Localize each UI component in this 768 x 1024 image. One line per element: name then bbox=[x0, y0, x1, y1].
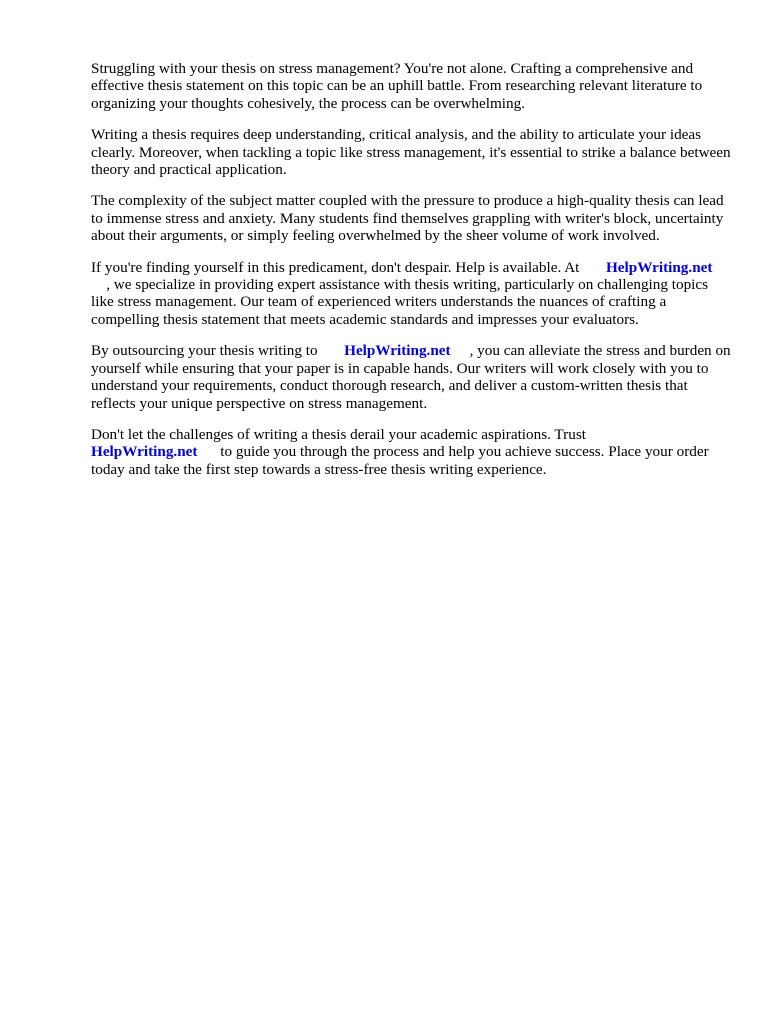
helpwriting-link-2[interactable]: HelpWriting.net bbox=[344, 342, 451, 360]
paragraph-outsourcing-rest: , you can alleviate the stress and burden on yourself while ensuring that your paper is in capable hands. Our writers will work closely with you to understand your requirements, conduct thorough research, and deliver a custom-written thesis that reflects your unique perspective on stress management. bbox=[91, 342, 731, 412]
paragraph-requirements: Writing a thesis requires deep understanding, critical analysis, and the ability to articulate your ideas clearly. Moreover, when tackling a topic like stress management, it's essential to strike a balance between theory and practical application. bbox=[91, 126, 731, 179]
paragraph-complexity: The complexity of the subject matter coupled with the pressure to produce a high-quality thesis can lead to immense stress and anxiety. Many students find themselves grappling with writer's block, uncertainty about their arguments, or simply feeling overwhelmed by the sheer volume of work involved. bbox=[91, 192, 724, 245]
paragraph-help-lead: If you're finding yourself in this predicament, don't despair. Help is available. At bbox=[91, 258, 580, 276]
paragraph-help bbox=[91, 259, 731, 329]
helpwriting-link-1[interactable]: HelpWriting.net bbox=[605, 258, 713, 276]
paragraph-help-rest: , we specialize in providing expert assistance with thesis writing, particularly on challenging topics like stress management. Our team of experienced writers understands the nuances of crafting a compelling thesis statement that meets academic standards and impresses your evaluators. bbox=[91, 276, 709, 328]
paragraph-intro: Struggling with your thesis on stress management? You're not alone. Crafting a comprehensive and effective thesis statement on this topic can be an uphill battle. From researching relevant literature to organizing your thoughts cohesively, the process can be overwhelming. bbox=[91, 60, 703, 112]
paragraph-closing-rest: to guide you through the process and help you achieve success. Place your order today and take the first step towards a stress-free thesis writing experience. bbox=[91, 443, 709, 478]
paragraph-outsourcing bbox=[91, 342, 731, 412]
document-body bbox=[91, 60, 731, 492]
helpwriting-link-3[interactable]: HelpWriting.net bbox=[91, 443, 198, 461]
paragraph-closing bbox=[91, 426, 731, 478]
paragraph-closing-lead: Don't let the challenges of writing a thesis derail your academic aspirations. Trust bbox=[91, 425, 586, 443]
paragraph-outsourcing-lead: By outsourcing your thesis writing to bbox=[91, 342, 318, 360]
